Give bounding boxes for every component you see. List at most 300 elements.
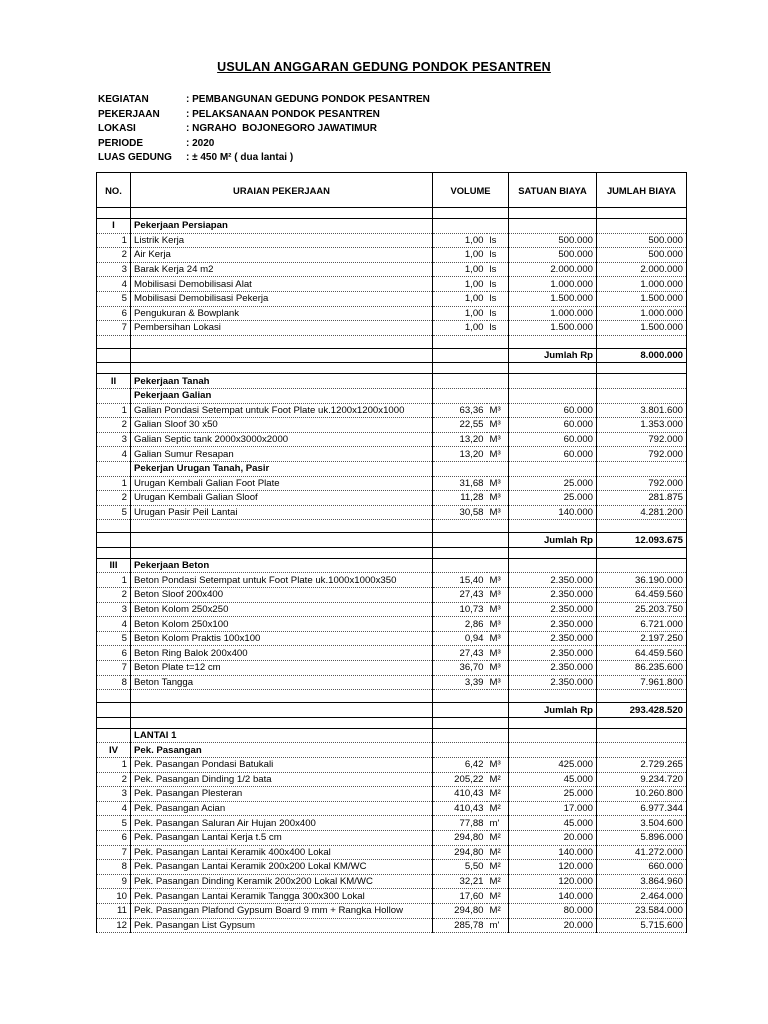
section-title: Pekerjaan Galian [131,388,433,403]
item-number: 2 [97,418,131,433]
table-row [97,306,687,321]
spacer-cell [597,363,687,374]
table-row [97,845,687,860]
table-row [97,860,687,875]
item-unit: M³ [487,573,509,588]
info-row-luas-gedung: LUAS GEDUNG : ± 450 M² ( dua lantai ) [98,152,294,163]
document-title: USULAN ANGGARAN GEDUNG PONDOK PESANTREN [217,60,551,74]
item-unit: M² [487,772,509,787]
item-volume: 410,43 [433,787,487,802]
empty-cell [487,374,509,389]
empty-cell [597,461,687,476]
item-total: 792.000 [597,432,687,447]
column-header-volume: VOLUME [433,173,509,208]
section-number: II [97,374,131,389]
spacer-cell [131,690,433,703]
table-row [97,661,687,676]
item-number: 5 [97,505,131,520]
empty-cell [131,533,433,548]
table-row [97,476,687,491]
item-number: 1 [97,403,131,418]
spacer-cell [487,363,509,374]
item-unit: ls [487,233,509,248]
empty-cell [97,533,131,548]
table-row [97,918,687,933]
item-total: 3.504.600 [597,816,687,831]
spacer-row [97,208,687,219]
table-row [97,646,687,661]
item-description: Pek. Pasangan Dinding 1/2 bata [131,772,433,787]
empty-cell [487,533,509,548]
item-unit-price: 2.350.000 [509,631,597,646]
spacer-cell [131,520,433,533]
spacer-cell [509,520,597,533]
item-description: Pek. Pasangan Plesteran [131,787,433,802]
spacer-cell [509,690,597,703]
item-unit-price: 1.500.000 [509,291,597,306]
item-number: 3 [97,602,131,617]
info-row-periode: PERIODE : 2020 [98,137,215,149]
empty-cell [509,374,597,389]
empty-cell [597,374,687,389]
table-body [97,208,687,933]
spacer-cell [433,520,487,533]
item-number: 8 [97,675,131,690]
item-volume: 285,78 [433,918,487,933]
item-unit-price: 17.000 [509,801,597,816]
table-row [97,418,687,433]
table-row [97,903,687,918]
empty-cell [597,728,687,743]
empty-cell [597,388,687,403]
item-volume: 205,22 [433,772,487,787]
item-unit: M³ [487,447,509,462]
item-volume: 27,43 [433,646,487,661]
empty-cell [97,703,131,718]
item-description: Urugan Kembali Galian Sloof [131,491,433,506]
item-description: Pek. Pasangan Saluran Air Hujan 200x400 [131,816,433,831]
item-volume: 3,39 [433,675,487,690]
item-unit: M² [487,903,509,918]
item-unit: M² [487,889,509,904]
item-unit-price: 60.000 [509,418,597,433]
item-description: Urugan Pasir Peil Lantai [131,505,433,520]
item-unit-price: 2.350.000 [509,602,597,617]
item-total: 3.864.960 [597,874,687,889]
item-volume: 22,55 [433,418,487,433]
spacer-cell [597,717,687,728]
item-number: 7 [97,845,131,860]
subtotal-row [97,348,687,363]
item-volume: 36,70 [433,661,487,676]
column-header-uraian: URAIAN PEKERJAAN [131,173,433,208]
empty-cell [131,348,433,363]
section-header-row [97,558,687,573]
item-unit: M³ [487,631,509,646]
item-number: 10 [97,889,131,904]
item-unit: M³ [487,403,509,418]
spacer-cell [433,690,487,703]
empty-cell [597,743,687,758]
spacer-cell [597,520,687,533]
item-volume: 294,80 [433,830,487,845]
item-unit-price: 140.000 [509,505,597,520]
subtotal-row [97,703,687,718]
empty-cell [597,558,687,573]
item-unit-price: 2.350.000 [509,646,597,661]
spacer-cell [509,717,597,728]
empty-cell [487,558,509,573]
item-description: Galian Sumur Resapan [131,447,433,462]
item-description: Pek. Pasangan Lantai Keramik 400x400 Lokal [131,845,433,860]
empty-cell [433,703,487,718]
empty-cell [433,728,487,743]
item-description: Galian Pondasi Setempat untuk Foot Plate uk.1200x1200x1000 [131,403,433,418]
item-volume: 13,20 [433,447,487,462]
item-total: 792.000 [597,447,687,462]
spacer-cell [97,520,131,533]
item-unit-price: 2.350.000 [509,617,597,632]
item-description: Beton Kolom Praktis 100x100 [131,631,433,646]
item-total: 2.729.265 [597,758,687,773]
empty-cell [433,533,487,548]
item-unit-price: 2.000.000 [509,262,597,277]
item-total: 64.459.560 [597,588,687,603]
subtotal-label: Jumlah Rp [509,348,597,363]
spacer-cell [97,690,131,703]
item-volume: 0,94 [433,631,487,646]
item-unit: M² [487,801,509,816]
empty-cell [487,348,509,363]
item-total: 6.721.000 [597,617,687,632]
item-unit-price: 2.350.000 [509,573,597,588]
item-description: Beton Tangga [131,675,433,690]
item-number: 3 [97,787,131,802]
item-unit-price: 20.000 [509,918,597,933]
spacer-cell [97,208,131,219]
item-unit: ls [487,306,509,321]
empty-cell [509,728,597,743]
table-row [97,787,687,802]
table-row [97,889,687,904]
subtotal-label: Jumlah Rp [509,533,597,548]
item-volume: 17,60 [433,889,487,904]
spacer-row [97,363,687,374]
item-volume: 5,50 [433,860,487,875]
item-total: 9.234.720 [597,772,687,787]
empty-cell [433,388,487,403]
item-unit: ls [487,277,509,292]
info-row-pekerjaan: PEKERJAAN : PELAKSANAAN PONDOK PESANTREN [98,108,380,120]
subsection-header-row [97,388,687,403]
item-total: 281.875 [597,491,687,506]
item-volume: 410,43 [433,801,487,816]
item-description: Barak Kerja 24 m2 [131,262,433,277]
section-number [97,728,131,743]
section-number: IV [97,743,131,758]
item-total: 500.000 [597,233,687,248]
section-title: Pekerjaan Tanah [131,374,433,389]
item-description: Listrik Kerja [131,233,433,248]
item-unit: M² [487,845,509,860]
item-unit: M³ [487,588,509,603]
item-number: 1 [97,758,131,773]
item-total: 7.961.800 [597,675,687,690]
item-volume: 1,00 [433,248,487,263]
table-row [97,758,687,773]
empty-cell [509,461,597,476]
table-row [97,432,687,447]
table-row [97,801,687,816]
item-volume: 1,00 [433,262,487,277]
item-unit-price: 2.350.000 [509,675,597,690]
section-title: Pekerjaan Beton [131,558,433,573]
table-row [97,403,687,418]
empty-cell [509,219,597,234]
table-row [97,830,687,845]
item-total: 5.896.000 [597,830,687,845]
empty-cell [433,461,487,476]
item-total: 6.977.344 [597,801,687,816]
item-description: Beton Ring Balok 200x400 [131,646,433,661]
section-header-row [97,374,687,389]
item-unit: ls [487,291,509,306]
spacer-cell [97,547,131,558]
spacer-cell [97,335,131,348]
spacer-cell [509,547,597,558]
item-number: 5 [97,291,131,306]
item-volume: 31,68 [433,476,487,491]
item-number: 7 [97,661,131,676]
item-unit: ls [487,248,509,263]
item-unit-price: 500.000 [509,233,597,248]
spacer-cell [97,363,131,374]
item-unit: m' [487,816,509,831]
item-unit: M³ [487,602,509,617]
item-volume: 63,36 [433,403,487,418]
item-number: 12 [97,918,131,933]
item-volume: 13,20 [433,432,487,447]
item-total: 2.000.000 [597,262,687,277]
item-unit-price: 20.000 [509,830,597,845]
table-row [97,573,687,588]
item-description: Pek. Pasangan Lantai Kerja t.5 cm [131,830,433,845]
empty-cell [487,728,509,743]
table-row [97,816,687,831]
item-description: Beton Sloof 200x400 [131,588,433,603]
item-number: 2 [97,248,131,263]
table-row [97,631,687,646]
spacer-cell [433,363,487,374]
spacer-cell [433,335,487,348]
table-row [97,772,687,787]
item-description: Pek. Pasangan Dinding Keramik 200x200 Lokal KM/WC [131,874,433,889]
item-description: Pek. Pasangan Pondasi Batukali [131,758,433,773]
item-total: 1.500.000 [597,321,687,336]
item-volume: 10,73 [433,602,487,617]
item-description: Mobilisasi Demobilisasi Alat [131,277,433,292]
item-number: 6 [97,646,131,661]
item-total: 10.260.800 [597,787,687,802]
item-unit-price: 425.000 [509,758,597,773]
item-total: 5.715.600 [597,918,687,933]
spacer-row [97,520,687,533]
spacer-cell [487,690,509,703]
item-total: 500.000 [597,248,687,263]
item-total: 2.197.250 [597,631,687,646]
empty-cell [487,461,509,476]
table-row [97,291,687,306]
item-description: Pengukuran & Bowplank [131,306,433,321]
section-number: I [97,219,131,234]
item-volume: 1,00 [433,306,487,321]
item-volume: 27,43 [433,588,487,603]
item-unit-price: 60.000 [509,447,597,462]
item-volume: 2,86 [433,617,487,632]
spacer-cell [597,690,687,703]
item-unit-price: 45.000 [509,772,597,787]
item-number: 4 [97,617,131,632]
empty-cell [487,743,509,758]
spacer-cell [131,363,433,374]
item-number: 8 [97,860,131,875]
item-description: Beton Kolom 250x100 [131,617,433,632]
item-total: 64.459.560 [597,646,687,661]
spacer-cell [131,335,433,348]
item-volume: 1,00 [433,233,487,248]
item-unit-price: 80.000 [509,903,597,918]
spacer-cell [509,335,597,348]
subtotal-value: 8.000.000 [597,348,687,363]
item-description: Galian Sloof 30 x50 [131,418,433,433]
item-unit: M² [487,830,509,845]
spacer-cell [131,547,433,558]
table-row [97,617,687,632]
item-total: 86.235.600 [597,661,687,676]
item-volume: 30,58 [433,505,487,520]
empty-cell [433,743,487,758]
spacer-cell [509,363,597,374]
item-unit-price: 1.000.000 [509,306,597,321]
section-title: Pekerjan Urugan Tanah, Pasir [131,461,433,476]
item-description: Pek. Pasangan List Gypsum [131,918,433,933]
item-total: 1.000.000 [597,306,687,321]
spacer-cell [487,547,509,558]
empty-cell [433,219,487,234]
item-unit-price: 60.000 [509,432,597,447]
empty-cell [97,348,131,363]
item-volume: 6,42 [433,758,487,773]
item-number: 5 [97,631,131,646]
section-title: LANTAI 1 [131,728,433,743]
item-description: Air Kerja [131,248,433,263]
spacer-cell [509,208,597,219]
item-unit: M³ [487,661,509,676]
budget-table [96,172,687,933]
table-row [97,447,687,462]
spacer-cell [131,208,433,219]
item-unit: M³ [487,758,509,773]
item-number: 6 [97,830,131,845]
info-row-kegiatan: KEGIATAN : PEMBANGUNAN GEDUNG PONDOK PESANTREN [98,94,430,105]
empty-cell [131,703,433,718]
item-unit: M² [487,787,509,802]
project-info [98,94,430,167]
item-unit-price: 1.500.000 [509,321,597,336]
item-description: Beton Plate t=12 cm [131,661,433,676]
subtotal-value: 12.093.675 [597,533,687,548]
column-header-satuan-biaya: SATUAN BIAYA [509,173,597,208]
item-description: Urugan Kembali Galian Foot Plate [131,476,433,491]
item-unit-price: 2.350.000 [509,661,597,676]
item-volume: 1,00 [433,321,487,336]
subtotal-row [97,533,687,548]
table-row [97,233,687,248]
item-unit-price: 500.000 [509,248,597,263]
item-unit: M³ [487,491,509,506]
item-unit: M³ [487,617,509,632]
item-unit-price: 120.000 [509,874,597,889]
subtotal-value: 293.428.520 [597,703,687,718]
item-total: 1.353.000 [597,418,687,433]
item-number: 4 [97,277,131,292]
item-number: 2 [97,588,131,603]
item-total: 36.190.000 [597,573,687,588]
table-row [97,321,687,336]
item-total: 4.281.200 [597,505,687,520]
item-number: 3 [97,432,131,447]
spacer-cell [131,717,433,728]
spacer-row [97,717,687,728]
section-header-row [97,743,687,758]
item-unit: ls [487,262,509,277]
item-description: Pek. Pasangan Acian [131,801,433,816]
table-row [97,505,687,520]
item-total: 25.203.750 [597,602,687,617]
item-description: Mobilisasi Demobilisasi Pekerja [131,291,433,306]
spacer-cell [487,520,509,533]
empty-cell [433,348,487,363]
item-volume: 294,80 [433,903,487,918]
info-row-lokasi: LOKASI : NGRAHO BOJONEGORO JAWATIMUR [98,123,377,134]
item-number: 2 [97,772,131,787]
empty-cell [509,558,597,573]
item-total: 2.464.000 [597,889,687,904]
spacer-cell [433,717,487,728]
table-header-row [97,173,687,208]
item-total: 1.500.000 [597,291,687,306]
item-unit: M³ [487,476,509,491]
item-unit-price: 45.000 [509,816,597,831]
section-number: III [97,558,131,573]
item-unit: M³ [487,505,509,520]
item-volume: 11,28 [433,491,487,506]
empty-cell [487,219,509,234]
spacer-cell [597,547,687,558]
item-number: 4 [97,447,131,462]
item-volume: 15,40 [433,573,487,588]
item-unit-price: 2.350.000 [509,588,597,603]
item-unit: M³ [487,675,509,690]
item-total: 1.000.000 [597,277,687,292]
spacer-cell [487,717,509,728]
item-description: Beton Pondasi Setempat untuk Foot Plate uk.1000x1000x350 [131,573,433,588]
item-number: 9 [97,874,131,889]
item-total: 41.272.000 [597,845,687,860]
item-volume: 294,80 [433,845,487,860]
table-row [97,588,687,603]
item-unit: m' [487,918,509,933]
